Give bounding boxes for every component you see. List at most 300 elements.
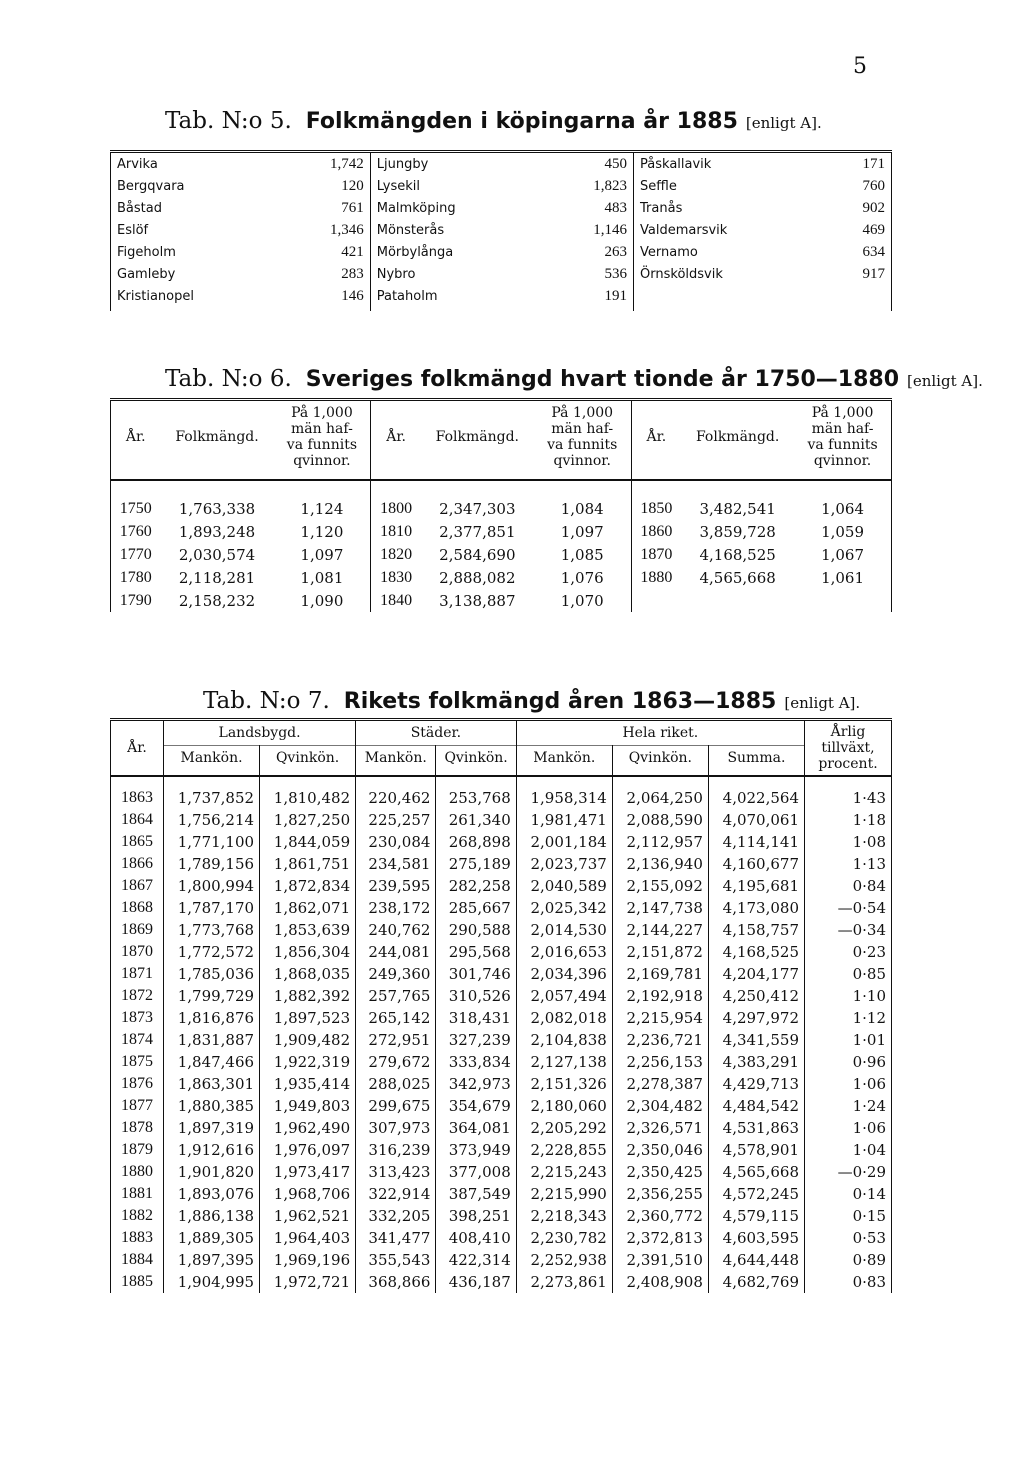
table-row bbox=[111, 1161, 892, 1183]
hela-summa: 4,114,141 bbox=[708, 831, 804, 853]
hela-qvinkon: 2,360,772 bbox=[612, 1205, 708, 1227]
landsbygd-qvinkon: 1,969,196 bbox=[260, 1249, 356, 1271]
landsbygd-qvinkon: 1,844,059 bbox=[260, 831, 356, 853]
tab6-year-header: År. bbox=[371, 400, 421, 481]
landsbygd-mankon: 1,785,036 bbox=[164, 963, 260, 985]
town-name: Eslöf bbox=[111, 219, 282, 241]
landsbygd-qvinkon: 1,949,803 bbox=[260, 1095, 356, 1117]
spacer-cell bbox=[805, 776, 892, 787]
hela-qvinkon: 2,144,227 bbox=[612, 919, 708, 941]
tab7-hela-mankon-header: Mankön. bbox=[516, 745, 612, 776]
spacer-cell bbox=[534, 480, 631, 497]
town-population: 917 bbox=[825, 263, 892, 285]
year-cell: 1830 bbox=[380, 568, 413, 586]
hela-qvinkon: 2,356,255 bbox=[612, 1183, 708, 1205]
year-cell: 1880 bbox=[111, 1161, 164, 1183]
town-name: Mörbylånga bbox=[376, 244, 454, 260]
hela-summa: 4,429,713 bbox=[708, 1073, 804, 1095]
annual-growth: 1·06 bbox=[805, 1117, 892, 1139]
hela-mankon: 2,205,292 bbox=[516, 1117, 612, 1139]
hela-summa: 4,160,677 bbox=[708, 853, 804, 875]
table-row bbox=[111, 566, 892, 589]
spacer-row bbox=[111, 480, 892, 497]
town-name: Gamleby bbox=[111, 263, 282, 285]
population-cell: 2,030,574 bbox=[178, 545, 256, 564]
year-cell: 1750 bbox=[111, 497, 161, 520]
table-row bbox=[111, 1249, 892, 1271]
tab7-title bbox=[203, 688, 860, 714]
hela-summa: 4,297,972 bbox=[708, 1007, 804, 1029]
hela-summa: 4,195,681 bbox=[708, 875, 804, 897]
table-row bbox=[111, 241, 892, 263]
annual-growth: 0·53 bbox=[805, 1227, 892, 1249]
spacer-cell bbox=[436, 776, 516, 787]
table-row bbox=[111, 787, 892, 809]
table-row bbox=[111, 941, 892, 963]
hela-summa: 4,603,595 bbox=[708, 1227, 804, 1249]
population-cell: 2,377,851 bbox=[439, 522, 516, 541]
tab6-title bbox=[165, 366, 983, 392]
year-cell: 1860 bbox=[640, 522, 673, 540]
landsbygd-mankon: 1,789,156 bbox=[164, 853, 260, 875]
stader-mankon: 234,581 bbox=[356, 853, 436, 875]
spacer-row bbox=[111, 776, 892, 787]
hela-qvinkon: 2,256,153 bbox=[612, 1051, 708, 1073]
hela-summa: 4,070,061 bbox=[708, 809, 804, 831]
town-population: 263 bbox=[545, 241, 634, 263]
stader-mankon: 249,360 bbox=[356, 963, 436, 985]
population-cell: 2,584,690 bbox=[439, 545, 516, 564]
spacer-cell bbox=[111, 776, 164, 787]
landsbygd-mankon: 1,863,301 bbox=[164, 1073, 260, 1095]
year-cell: 1883 bbox=[111, 1227, 164, 1249]
landsbygd-mankon: 1,737,852 bbox=[164, 787, 260, 809]
landsbygd-mankon: 1,831,887 bbox=[164, 1029, 260, 1051]
landsbygd-qvinkon: 1,853,639 bbox=[260, 919, 356, 941]
tab6-population-header: Folkmängd. bbox=[421, 400, 534, 481]
stader-mankon: 288,025 bbox=[356, 1073, 436, 1095]
table-row bbox=[111, 219, 892, 241]
hela-qvinkon: 2,147,738 bbox=[612, 897, 708, 919]
landsbygd-qvinkon: 1,909,482 bbox=[260, 1029, 356, 1051]
year-cell: 1850 bbox=[640, 499, 673, 517]
spacer-cell bbox=[164, 776, 260, 787]
tab6-women-header-line: va funnits bbox=[807, 437, 878, 453]
tab6-women-header-line: qvinnor. bbox=[553, 453, 611, 469]
stader-qvinkon: 408,410 bbox=[436, 1227, 516, 1249]
stader-mankon: 230,084 bbox=[356, 831, 436, 853]
stader-mankon: 341,477 bbox=[356, 1227, 436, 1249]
tab7-header-row-1 bbox=[111, 720, 892, 746]
tab6-women-header-line: va funnits bbox=[547, 437, 618, 453]
town-population bbox=[825, 285, 892, 311]
table-row bbox=[111, 985, 892, 1007]
town-name: Vernamo bbox=[640, 244, 698, 260]
annual-growth: —0·34 bbox=[805, 919, 892, 941]
stader-qvinkon: 318,431 bbox=[436, 1007, 516, 1029]
town-population: 760 bbox=[825, 175, 892, 197]
town-name: Malmköping bbox=[376, 200, 456, 216]
tab6-year-header: År. bbox=[111, 400, 161, 481]
hela-qvinkon: 2,215,954 bbox=[612, 1007, 708, 1029]
hela-summa: 4,644,448 bbox=[708, 1249, 804, 1271]
spacer-cell bbox=[612, 776, 708, 787]
town-population: 120 bbox=[282, 175, 371, 197]
town-name: Arvika bbox=[111, 152, 282, 176]
hela-summa: 4,158,757 bbox=[708, 919, 804, 941]
tab6-women-header-line: På 1,000 bbox=[291, 405, 353, 421]
women-ratio-cell: 1,120 bbox=[273, 520, 370, 543]
tab5-source: [enligt A]. bbox=[745, 114, 822, 132]
landsbygd-mankon: 1,800,994 bbox=[164, 875, 260, 897]
landsbygd-qvinkon: 1,973,417 bbox=[260, 1161, 356, 1183]
hela-summa: 4,168,525 bbox=[708, 941, 804, 963]
population-cell bbox=[681, 589, 794, 612]
annual-growth: 0·96 bbox=[805, 1051, 892, 1073]
stader-qvinkon: 268,898 bbox=[436, 831, 516, 853]
stader-qvinkon: 275,189 bbox=[436, 853, 516, 875]
annual-growth: 1·24 bbox=[805, 1095, 892, 1117]
tab7-landsbygd-qvinkon-header: Qvinkön. bbox=[260, 745, 356, 776]
year-cell: 1865 bbox=[111, 831, 164, 853]
tab6-table bbox=[110, 398, 892, 612]
year-cell: 1863 bbox=[111, 787, 164, 809]
women-ratio-cell: 1,084 bbox=[534, 497, 631, 520]
table-row bbox=[111, 285, 892, 311]
tab6-women-header-line: qvinnor. bbox=[293, 453, 351, 469]
town-name: Valdemarsvik bbox=[640, 222, 728, 238]
stader-qvinkon: 327,239 bbox=[436, 1029, 516, 1051]
hela-qvinkon: 2,350,046 bbox=[612, 1139, 708, 1161]
landsbygd-mankon: 1,897,319 bbox=[164, 1117, 260, 1139]
hela-mankon: 2,001,184 bbox=[516, 831, 612, 853]
table-row bbox=[111, 963, 892, 985]
hela-mankon: 1,958,314 bbox=[516, 787, 612, 809]
landsbygd-qvinkon: 1,922,319 bbox=[260, 1051, 356, 1073]
hela-summa: 4,572,245 bbox=[708, 1183, 804, 1205]
landsbygd-mankon: 1,847,466 bbox=[164, 1051, 260, 1073]
tab5-heading: Folkmängden i köpingarna år 1885 bbox=[305, 109, 738, 134]
hela-summa: 4,682,769 bbox=[708, 1271, 804, 1293]
tab6-label: Tab. N:o 6. bbox=[165, 366, 292, 392]
town-name bbox=[634, 285, 825, 311]
tab6-women-header-line: män haf- bbox=[290, 421, 353, 437]
year-cell: 1870 bbox=[640, 545, 673, 563]
landsbygd-qvinkon: 1,976,097 bbox=[260, 1139, 356, 1161]
tab7-label: Tab. N:o 7. bbox=[203, 688, 330, 714]
town-population: 634 bbox=[825, 241, 892, 263]
tab6-women-header-line: På 1,000 bbox=[551, 405, 614, 421]
town-population: 191 bbox=[545, 285, 634, 311]
town-population: 171 bbox=[825, 152, 892, 176]
hela-mankon: 2,040,589 bbox=[516, 875, 612, 897]
stader-qvinkon: 253,768 bbox=[436, 787, 516, 809]
landsbygd-mankon: 1,901,820 bbox=[164, 1161, 260, 1183]
town-population: 761 bbox=[282, 197, 371, 219]
hela-summa: 4,173,080 bbox=[708, 897, 804, 919]
annual-growth: 1·10 bbox=[805, 985, 892, 1007]
annual-growth: 0·14 bbox=[805, 1183, 892, 1205]
table-row bbox=[111, 520, 892, 543]
hela-qvinkon: 2,372,813 bbox=[612, 1227, 708, 1249]
landsbygd-mankon: 1,799,729 bbox=[164, 985, 260, 1007]
women-ratio-cell: 1,061 bbox=[794, 566, 891, 589]
town-population: 421 bbox=[282, 241, 371, 263]
stader-qvinkon: 422,314 bbox=[436, 1249, 516, 1271]
landsbygd-mankon: 1,773,768 bbox=[164, 919, 260, 941]
stader-qvinkon: 290,588 bbox=[436, 919, 516, 941]
spacer-cell bbox=[260, 776, 356, 787]
stader-qvinkon: 295,568 bbox=[436, 941, 516, 963]
town-population: 1,823 bbox=[545, 175, 634, 197]
table-row bbox=[111, 497, 892, 520]
landsbygd-mankon: 1,756,214 bbox=[164, 809, 260, 831]
annual-growth: 1·01 bbox=[805, 1029, 892, 1051]
stader-mankon: 239,595 bbox=[356, 875, 436, 897]
town-name: Tranås bbox=[640, 200, 683, 216]
tab7-rate-header-line2: tillväxt, bbox=[821, 740, 875, 756]
table-row bbox=[111, 1183, 892, 1205]
stader-qvinkon: 354,679 bbox=[436, 1095, 516, 1117]
table-row bbox=[111, 831, 892, 853]
tab6-women-header-line: män haf- bbox=[551, 421, 614, 437]
year-cell: 1866 bbox=[111, 853, 164, 875]
year-cell: 1869 bbox=[111, 919, 164, 941]
year-cell: 1871 bbox=[111, 963, 164, 985]
hela-summa: 4,531,863 bbox=[708, 1117, 804, 1139]
stader-mankon: 313,423 bbox=[356, 1161, 436, 1183]
hela-mankon: 2,014,530 bbox=[516, 919, 612, 941]
stader-qvinkon: 261,340 bbox=[436, 809, 516, 831]
population-cell: 2,888,082 bbox=[439, 568, 516, 587]
year-cell: 1874 bbox=[111, 1029, 164, 1051]
hela-mankon: 2,034,396 bbox=[516, 963, 612, 985]
tab5-table bbox=[110, 150, 892, 311]
tab6-women-header bbox=[794, 400, 891, 481]
table-row bbox=[111, 589, 892, 612]
women-ratio-cell: 1,081 bbox=[273, 566, 370, 589]
hela-mankon: 2,218,343 bbox=[516, 1205, 612, 1227]
spacer-cell bbox=[708, 776, 804, 787]
hela-qvinkon: 2,278,387 bbox=[612, 1073, 708, 1095]
landsbygd-mankon: 1,897,395 bbox=[164, 1249, 260, 1271]
year-cell: 1877 bbox=[111, 1095, 164, 1117]
hela-summa: 4,022,564 bbox=[708, 787, 804, 809]
landsbygd-qvinkon: 1,962,521 bbox=[260, 1205, 356, 1227]
stader-mankon: 257,765 bbox=[356, 985, 436, 1007]
tab5-title bbox=[165, 108, 822, 134]
stader-qvinkon: 398,251 bbox=[436, 1205, 516, 1227]
stader-mankon: 244,081 bbox=[356, 941, 436, 963]
hela-qvinkon: 2,326,571 bbox=[612, 1117, 708, 1139]
tab7-rate-header-line3: procent. bbox=[818, 756, 878, 772]
table-row bbox=[111, 919, 892, 941]
tab7-stader-qvinkon-header: Qvinkön. bbox=[436, 745, 516, 776]
tab6-women-header-line: va funnits bbox=[286, 437, 358, 453]
town-population: 450 bbox=[545, 152, 634, 176]
stader-mankon: 332,205 bbox=[356, 1205, 436, 1227]
year-cell: 1884 bbox=[111, 1249, 164, 1271]
hela-mankon: 1,981,471 bbox=[516, 809, 612, 831]
stader-mankon: 316,239 bbox=[356, 1139, 436, 1161]
annual-growth: 1·12 bbox=[805, 1007, 892, 1029]
tab7-header-row-2 bbox=[111, 745, 892, 776]
year-cell: 1780 bbox=[111, 566, 161, 589]
hela-mankon: 2,180,060 bbox=[516, 1095, 612, 1117]
table-row bbox=[111, 1007, 892, 1029]
hela-qvinkon: 2,391,510 bbox=[612, 1249, 708, 1271]
hela-summa: 4,383,291 bbox=[708, 1051, 804, 1073]
town-population: 483 bbox=[545, 197, 634, 219]
hela-mankon: 2,082,018 bbox=[516, 1007, 612, 1029]
landsbygd-mankon: 1,886,138 bbox=[164, 1205, 260, 1227]
spacer-cell bbox=[111, 480, 161, 497]
stader-qvinkon: 364,081 bbox=[436, 1117, 516, 1139]
year-cell: 1879 bbox=[111, 1139, 164, 1161]
hela-qvinkon: 2,064,250 bbox=[612, 787, 708, 809]
annual-growth: 1·18 bbox=[805, 809, 892, 831]
table-row bbox=[111, 1117, 892, 1139]
landsbygd-mankon: 1,904,995 bbox=[164, 1271, 260, 1293]
population-cell: 3,482,541 bbox=[699, 499, 776, 518]
tab6-women-header-line: qvinnor. bbox=[813, 453, 872, 469]
year-cell: 1878 bbox=[111, 1117, 164, 1139]
annual-growth: 0·15 bbox=[805, 1205, 892, 1227]
spacer-cell bbox=[794, 480, 891, 497]
table-row bbox=[111, 1139, 892, 1161]
year-cell: 1800 bbox=[380, 499, 413, 517]
table-row bbox=[111, 853, 892, 875]
year-cell: 1790 bbox=[111, 589, 161, 612]
landsbygd-mankon: 1,912,616 bbox=[164, 1139, 260, 1161]
landsbygd-qvinkon: 1,872,834 bbox=[260, 875, 356, 897]
landsbygd-qvinkon: 1,810,482 bbox=[260, 787, 356, 809]
table-row bbox=[111, 1205, 892, 1227]
spacer-cell bbox=[421, 480, 534, 497]
tab6-heading: Sveriges folkmängd hvart tionde år 1750—1880 bbox=[305, 367, 899, 392]
stader-qvinkon: 333,834 bbox=[436, 1051, 516, 1073]
women-ratio-cell: 1,090 bbox=[273, 589, 370, 612]
hela-qvinkon: 2,151,872 bbox=[612, 941, 708, 963]
town-name: Bergqvara bbox=[111, 175, 282, 197]
tab7-hela-summa-header: Summa. bbox=[708, 745, 804, 776]
tab7-landsbygd-mankon-header: Mankön. bbox=[164, 745, 260, 776]
landsbygd-qvinkon: 1,962,490 bbox=[260, 1117, 356, 1139]
population-cell: 2,347,303 bbox=[439, 499, 516, 518]
landsbygd-qvinkon: 1,972,721 bbox=[260, 1271, 356, 1293]
spacer-cell bbox=[371, 480, 421, 497]
landsbygd-qvinkon: 1,968,706 bbox=[260, 1183, 356, 1205]
women-ratio-cell: 1,064 bbox=[794, 497, 891, 520]
town-name: Mönsterås bbox=[376, 222, 445, 238]
table-row bbox=[111, 175, 892, 197]
spacer-cell bbox=[356, 776, 436, 787]
year-cell: 1868 bbox=[111, 897, 164, 919]
annual-growth: 1·06 bbox=[805, 1073, 892, 1095]
year-cell: 1876 bbox=[111, 1073, 164, 1095]
hela-mankon: 2,016,653 bbox=[516, 941, 612, 963]
hela-qvinkon: 2,136,940 bbox=[612, 853, 708, 875]
stader-qvinkon: 285,667 bbox=[436, 897, 516, 919]
landsbygd-qvinkon: 1,964,403 bbox=[260, 1227, 356, 1249]
tab7-hela-header: Hela riket. bbox=[516, 720, 804, 746]
hela-mankon: 2,273,861 bbox=[516, 1271, 612, 1293]
table-row bbox=[111, 1095, 892, 1117]
annual-growth: 0·89 bbox=[805, 1249, 892, 1271]
hela-qvinkon: 2,112,957 bbox=[612, 831, 708, 853]
hela-summa: 4,341,559 bbox=[708, 1029, 804, 1051]
town-name: Figeholm bbox=[111, 241, 282, 263]
tab6-population-header: Folkmängd. bbox=[161, 400, 274, 481]
annual-growth: 0·83 bbox=[805, 1271, 892, 1293]
tab5-label: Tab. N:o 5. bbox=[165, 108, 292, 134]
year-cell: 1882 bbox=[111, 1205, 164, 1227]
tab6-population-header: Folkmängd. bbox=[681, 400, 794, 481]
spacer-cell bbox=[273, 480, 370, 497]
landsbygd-mankon: 1,771,100 bbox=[164, 831, 260, 853]
town-population: 469 bbox=[825, 219, 892, 241]
population-cell: 1,763,338 bbox=[178, 499, 256, 518]
women-ratio-cell bbox=[794, 589, 891, 612]
hela-summa: 4,250,412 bbox=[708, 985, 804, 1007]
hela-mankon: 2,230,782 bbox=[516, 1227, 612, 1249]
hela-mankon: 2,228,855 bbox=[516, 1139, 612, 1161]
stader-mankon: 265,142 bbox=[356, 1007, 436, 1029]
hela-mankon: 2,057,494 bbox=[516, 985, 612, 1007]
table-row bbox=[111, 1029, 892, 1051]
stader-qvinkon: 282,258 bbox=[436, 875, 516, 897]
tab7-stader-mankon-header: Mankön. bbox=[356, 745, 436, 776]
landsbygd-qvinkon: 1,862,071 bbox=[260, 897, 356, 919]
women-ratio-cell: 1,059 bbox=[794, 520, 891, 543]
tab7-heading: Rikets folkmängd åren 1863—1885 bbox=[343, 689, 777, 714]
landsbygd-mankon: 1,889,305 bbox=[164, 1227, 260, 1249]
town-name: Seffle bbox=[640, 178, 677, 194]
spacer-cell bbox=[631, 480, 681, 497]
stader-mankon: 240,762 bbox=[356, 919, 436, 941]
year-cell: 1810 bbox=[380, 522, 413, 540]
hela-mankon: 2,104,838 bbox=[516, 1029, 612, 1051]
annual-growth: —0·29 bbox=[805, 1161, 892, 1183]
year-cell: 1881 bbox=[111, 1183, 164, 1205]
spacer-cell bbox=[161, 480, 274, 497]
year-cell: 1885 bbox=[111, 1271, 164, 1293]
hela-summa: 4,565,668 bbox=[708, 1161, 804, 1183]
annual-growth: 0·85 bbox=[805, 963, 892, 985]
town-population: 902 bbox=[825, 197, 892, 219]
hela-mankon: 2,025,342 bbox=[516, 897, 612, 919]
spacer-cell bbox=[516, 776, 612, 787]
landsbygd-qvinkon: 1,935,414 bbox=[260, 1073, 356, 1095]
tab6-women-header-line: män haf- bbox=[811, 421, 874, 437]
landsbygd-mankon: 1,816,876 bbox=[164, 1007, 260, 1029]
town-name: Kristianopel bbox=[111, 285, 282, 311]
stader-mankon: 355,543 bbox=[356, 1249, 436, 1271]
hela-mankon: 2,023,737 bbox=[516, 853, 612, 875]
hela-qvinkon: 2,236,721 bbox=[612, 1029, 708, 1051]
women-ratio-cell: 1,076 bbox=[534, 566, 631, 589]
town-name: Örnsköldsvik bbox=[640, 266, 723, 282]
stader-mankon: 220,462 bbox=[356, 787, 436, 809]
tab7-rate-header-line1: Årlig bbox=[830, 724, 866, 740]
stader-qvinkon: 377,008 bbox=[436, 1161, 516, 1183]
tab6-year-header: År. bbox=[631, 400, 681, 481]
stader-mankon: 322,914 bbox=[356, 1183, 436, 1205]
tab7-landsbygd-header: Landsbygd. bbox=[164, 720, 356, 746]
women-ratio-cell: 1,097 bbox=[273, 543, 370, 566]
annual-growth: 1·13 bbox=[805, 853, 892, 875]
tab7-source: [enligt A]. bbox=[784, 694, 861, 712]
